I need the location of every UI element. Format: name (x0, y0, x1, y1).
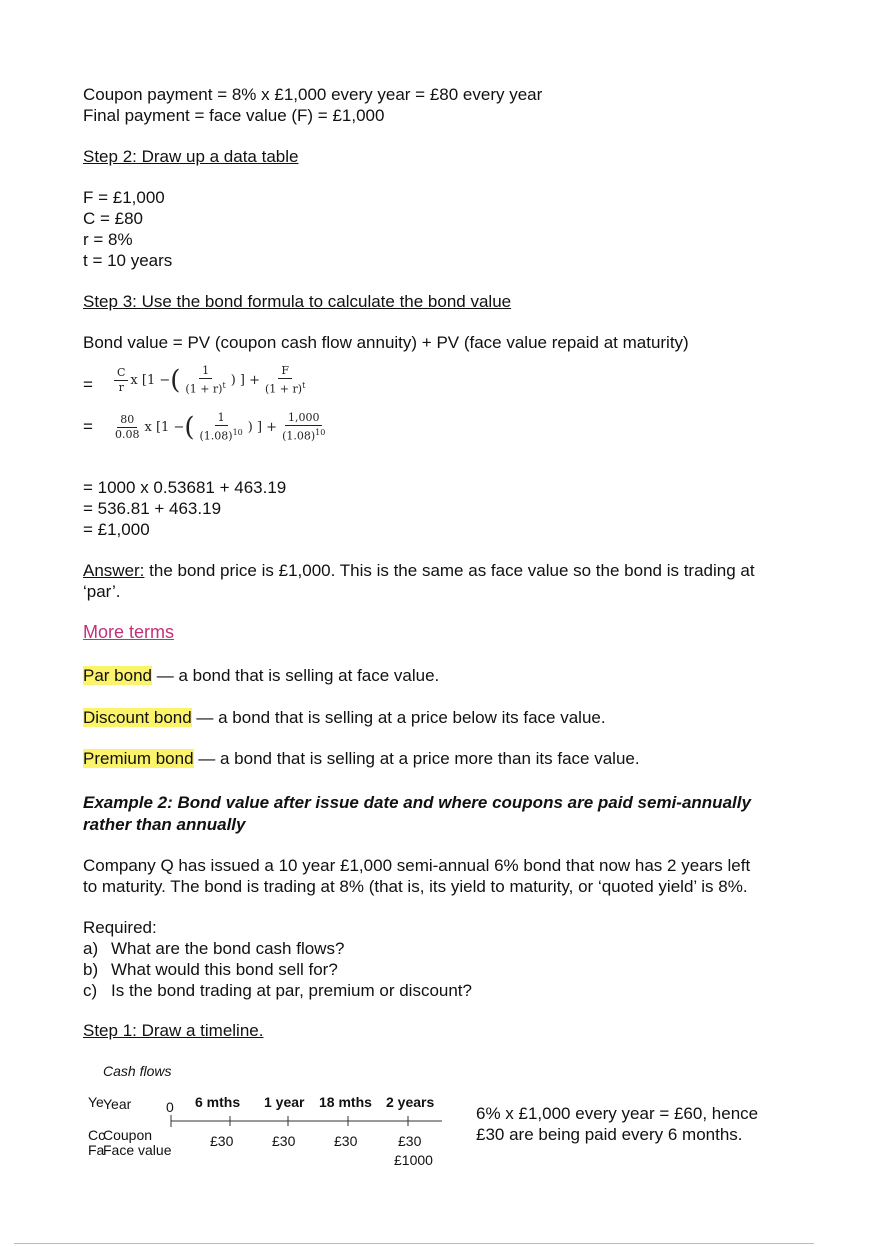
calc-line-3: = £1,000 (83, 520, 150, 539)
example2-desc-2: to maturity. The bond is trading at 8% (that is, its yield to maturity, or ‘quoted yield’ is 8%. (83, 877, 748, 896)
step3-heading: Step 3: Use the bond formula to calculate the bond value (83, 292, 512, 311)
row-label-year (88, 1096, 131, 1112)
example2-title-1: Example 2: Bond value after issue date and where coupons are paid semi-annually (83, 793, 751, 812)
eq-sign-general: = (83, 375, 93, 394)
term-par-bond (83, 665, 439, 686)
step2-heading: Step 2: Draw up a data table (83, 147, 299, 166)
row-label-coupon (88, 1127, 152, 1143)
eq-sign-numeric: = (83, 417, 93, 436)
row-label-face (88, 1142, 171, 1158)
numeric-exp: 10 (232, 428, 243, 437)
example2-desc-1: Company Q has issued a 10 year £1,000 semi-annual 6% bond that now has 2 years left (83, 856, 751, 875)
period-2-years: 2 years (386, 1094, 435, 1110)
formula-f: F (278, 364, 292, 379)
formula-exp: t (222, 381, 226, 390)
coupon-1-year: £30 (272, 1133, 296, 1149)
term-label: Premium bond (83, 749, 194, 768)
term-label: Discount bond (83, 708, 192, 727)
timeline-zero: 0 (166, 1099, 174, 1115)
term-discount-bond (83, 707, 606, 728)
answer-line-2: ‘par’. (83, 582, 121, 601)
numeric-formula: $\frac{80}{0.08}$ x [1 −( $\frac{1}{(1.08)^{10}}$ ) ] + $\frac{1,000}{(1.08)^{10}}$ (110, 411, 330, 444)
calc-line-2: = 536.81 + 463.19 (83, 499, 222, 518)
data-row-c: C = £80 (83, 209, 144, 228)
term-def: — a bond that is selling at a price below its face value. (191, 708, 606, 727)
page-bottom-rule (14, 1243, 814, 1244)
more-terms-heading: More terms (83, 622, 175, 642)
numeric-fexp: 10 (315, 428, 326, 437)
numeric-f: 1,000 (285, 411, 323, 426)
answer-text: the bond price is £1,000. This is the same as face value so the bond is trading at (144, 561, 755, 580)
row-label-ghost: Ye (88, 1094, 104, 1110)
row-label-ghost: Fa (88, 1142, 105, 1158)
row-label-text: Coupon (103, 1127, 153, 1143)
period-1-year: 1 year (264, 1094, 305, 1110)
formula-close: ) ] + (230, 372, 261, 388)
question-text: What would this bond sell for? (111, 960, 338, 979)
question-b (83, 959, 338, 980)
question-mark: c) (83, 981, 98, 1000)
term-def: — a bond that is selling at a price more than its face value. (193, 749, 640, 768)
timeline-caption: Cash flows (103, 1063, 172, 1079)
question-text: What are the bond cash flows? (111, 939, 345, 958)
formula-one: 1 (199, 364, 212, 379)
face-value-2-years: £1000 (394, 1152, 433, 1168)
formula-r: r (118, 380, 124, 394)
data-row-f: F = £1,000 (83, 188, 165, 207)
data-row-r: r = 8% (83, 230, 133, 249)
numeric-bracket-open: x [1 − (144, 419, 185, 435)
coupon-18-mths: £30 (334, 1133, 358, 1149)
final-payment-line: Final payment = face value (F) = £1,000 (83, 106, 385, 125)
formula-c: C (114, 366, 128, 381)
numeric-fden: (1.08) (282, 429, 316, 443)
numeric-one: 1 (215, 411, 228, 426)
numeric-c: 80 (117, 413, 137, 428)
answer-label: Answer: (83, 561, 145, 580)
formula-fexp: t (302, 381, 306, 390)
formula-den: (1 + r) (185, 382, 223, 396)
period-18-mths: 18 mths (319, 1094, 372, 1110)
period-6-mths: 6 mths (195, 1094, 241, 1110)
timeline-note-1: 6% x £1,000 every year = £60, hence (476, 1104, 759, 1123)
question-mark: b) (83, 960, 99, 979)
question-c (83, 980, 472, 1001)
timeline-axis (168, 1112, 453, 1132)
answer-line-1 (83, 560, 755, 581)
data-row-t: t = 10 years (83, 251, 173, 270)
numeric-r: 0.08 (115, 427, 140, 441)
timeline-note-2: £30 are being paid every 6 months. (476, 1125, 743, 1144)
term-label: Par bond (83, 666, 152, 685)
required-label: Required: (83, 918, 157, 937)
coupon-2-years: £30 (398, 1133, 422, 1149)
coupon-payment-line: Coupon payment = 8% x £1,000 every year = £80 every year (83, 85, 543, 104)
general-formula: $\frac{C}{r}$ x [1 −( $\frac{1}{(1 + r)^t}$ ) ] + $\frac{F}{(1 + r)^t}$ (112, 364, 310, 397)
row-label-ghost: Cc (88, 1127, 106, 1143)
term-premium-bond (83, 748, 640, 769)
coupon-6-mths: £30 (210, 1133, 234, 1149)
formula-fden: (1 + r) (265, 382, 303, 396)
question-text: Is the bond trading at par, premium or discount? (111, 981, 472, 1000)
calc-line-1: = 1000 x 0.53681 + 463.19 (83, 478, 287, 497)
numeric-den: (1.08) (199, 429, 233, 443)
question-mark: a) (83, 939, 99, 958)
step1-heading: Step 1: Draw a timeline. (83, 1021, 264, 1040)
question-a (83, 938, 344, 959)
row-label-text: Year (103, 1096, 132, 1112)
row-label-text: Face value (103, 1142, 172, 1158)
term-def: — a bond that is selling at face value. (152, 666, 440, 685)
formula-bracket-open: x [1 − (130, 372, 171, 388)
numeric-close: ) ] + (247, 419, 278, 435)
bond-formula-line: Bond value = PV (coupon cash flow annuity) + PV (face value repaid at maturity) (83, 333, 689, 352)
example2-title-2: rather than annually (83, 815, 246, 834)
